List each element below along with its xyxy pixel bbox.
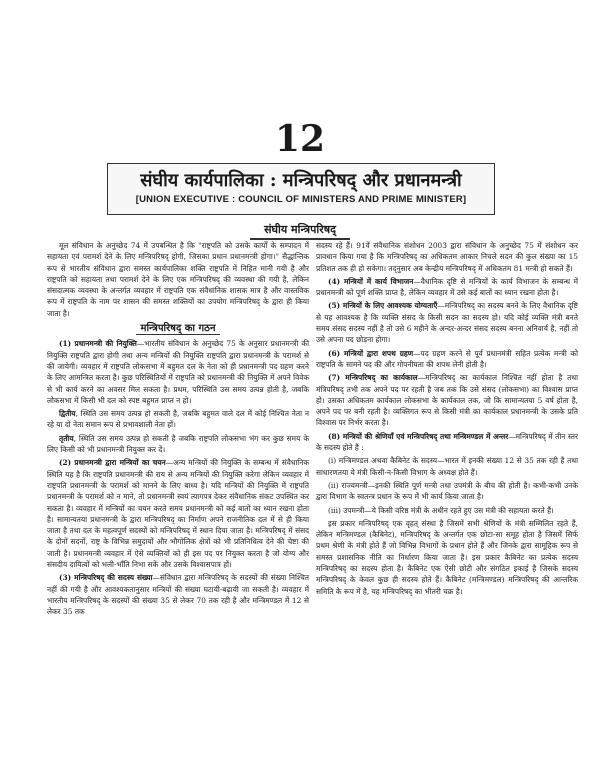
paragraph-2-label: (2) प्रधानमन्त्री द्वारा मन्त्रियों का चयन	[59, 458, 166, 468]
paragraph-2-text: —अन्य मन्त्रियों की नियुक्ति के सम्बन्ध में संवैधानिक स्थिति यह है कि राष्ट्रपति प्रधानमन्त्री की राय से अन्य मन्त्रियों की नियुक्ति करेगा लेकिन व्यवहार में राष्ट्रपति प्रधानमन्त्री के परामर्श को मानने के लिए बाध्य है। यदि मन्त्रियों की नियुक्ति में राष्ट्रपति प्रधानमन्त्री के परामर्श को न माने, तो प्रधानमन्त्री स्वयं त्यागपत्र देकर संवैधानिक संकट उपस्थित कर सकता है। व्यवहार में मन्त्रियों का चयन करते समय प्रधानमन्त्री को कई बातों का ध्यान रखना होता है। सामान्यतया प्रधानमन्त्री के द्वारा मन्त्रिपरिषद् का निर्माण अपने राजनीतिक दल में से ही किया जाता है तथा दल के महत्वपूर्ण सदस्यों को मन्त्रिपरिषद् में स्थान दिया जाता है। मन्त्रिपरिषद् में संसद के दोनों सदनों, राष्ट्र के विभिन्न समुदायों और भौगोलिक क्षेत्रों को भी प्रतिनिधित्व देने की चेष्टा की जाती है। प्रधानमन्त्री व्यवहार में ऐसे व्यक्तियों को ही इस पद पर नियुक्त करता है जो योग्य और संसदीय दायित्वों को भली-भाँति निभा सकें और उसके विश्वासपात्र हों।	[47, 458, 310, 570]
paragraph-1-label: (1) प्रधानमन्त्री की नियुक्ति	[59, 339, 137, 349]
intro-paragraph: मूल संविधान के अनुच्छेद 74 में उपबन्धित है कि "राष्ट्रपति को उसके कार्यों के सम्पादन में सहायता एवं परामर्श देने के लिए मन्त्रिपरिषद् होगी, जिसका प्रधान प्रधानमन्त्री होगा।" सैद्धान्तिक रूप से भारतीय संविधान द्वारा समस्त कार्यपालिका शक्ति राष्ट्रपति में निहित मानी गयी है और राष्ट्रपति को सहायता तथा परामर्श देने के लिए एक मन्त्रिपरिषद् की व्यवस्था की गयी है, लेकिन संसदात्मक व्यवस्था के अन्तर्गत व्यवहार में राष्ट्रपति एक संवैधानिक शासक मात्र है और वास्तविक रूप में राष्ट्रपति के नाम पर शासन की समस्त शक्तियों का उपयोग मन्त्रिपरिषद् के द्वारा ही किया जाता है।	[47, 241, 309, 318]
list-item-3: (iii) उपमन्त्री—ये किसी वरिष्ठ मंत्री के अधीन रहते हुए उस मंत्री की सहायता करते हैं।	[328, 505, 554, 515]
paragraph-8	[316, 431, 578, 454]
paragraph-5-text: —मन्त्रिपरिषद् का सदस्य बनने के लिए वैधानिक दृष्टि से यह आवश्यक है कि व्यक्ति संसद के किसी सदन का सदस्य हो। यदि कोई व्यक्ति मंत्री बनते समय संसद सदस्य नहीं है तो उसे 6 महीने के अन्दर-अन्दर संसद सदस्य बनना अनिवार्य है, नहीं तो उसे अपना पद छोड़ना होगा।	[316, 301, 578, 345]
paragraph-1c-text: , स्थिति उस समय उत्पन्न हो सकती है जबकि राष्ट्रपति लोकसभा भंग कर कुछ समय के लिए किसी को भी प्रधानमन्त्री नियुक्त कर दें।	[47, 433, 309, 455]
paragraph-5	[316, 300, 578, 345]
right-column	[316, 240, 578, 599]
paragraph-3	[47, 572, 309, 617]
subheading-text: मन्त्रिपरिषद् का गठन	[136, 323, 219, 335]
paragraph-1b	[47, 408, 309, 431]
chapter-title-box	[107, 163, 495, 215]
paragraph-4	[316, 276, 578, 299]
paragraph-2	[47, 457, 309, 570]
paragraph-5-label: (5) मन्त्रियों के लिए आवश्यक योग्यताएँ	[328, 301, 438, 311]
list-item-1: (i) मन्त्रिमण्डल अथवा कैबिनेट के सदस्य—भारत में इनकी संख्या 12 से 35 तक रही है तथा साधारणतया ये मंत्री किसी-न-किसी विभाग के अध्यक्ष होते हैं।	[316, 456, 578, 477]
paragraph-1b-text: , स्थिति उस समय उत्पन्न हो सकती है, जबकि बहुमत वाले दल में कोई निश्चित नेता न रहे या दो नेता समान रूप से प्रभावशाली नेता हों।	[47, 409, 309, 430]
paragraph-4-text: —वैधानिक दृष्टि से मन्त्रियों के कार्य विभाजन के सम्बन्ध में प्रधानमन्त्री को पूर्ण शक्ति प्राप्त है, लेकिन व्यवहार में उसे कई बातों का ध्यान रखना होता है।	[316, 276, 578, 298]
subheading	[47, 323, 309, 334]
paragraph-4-label: (4) मन्त्रियों में कार्य विभाजन	[328, 276, 414, 286]
paragraph-6	[316, 348, 578, 371]
left-column	[47, 240, 309, 620]
continued-paragraph: सदस्य रहे हैं। 91वें संवैधानिक संशोधन 2003 द्वारा संविधान के अनुच्छेद 75 में संशोधन कर प्रावधान किया गया है कि मन्त्रिपरिषद् का अधिकतम आकार निचले सदन की कुल संख्या का 15 प्रतिशत तक ही हो सकेगा। तद्नुसार अब केन्द्रीय मन्त्रिपरिषद् में अधिकतम 81 मन्त्री हो सकते हैं।	[316, 241, 578, 273]
paragraph-1c-label: तृतीय	[59, 433, 74, 443]
list-item-2: (ii) राज्यमन्त्री—इनकी स्थिति पूर्ण मन्त्री तथा उपमंत्री के बीच की होती है। कभी-कभी उनके द्वारा विभाग के स्वतन्त्र प्रधान के रूप में भी कार्य किया जाता है।	[316, 480, 578, 502]
paragraph-7-label: (7) मन्त्रिपरिषद् का कार्यकाल	[328, 373, 418, 383]
final-paragraph: इस प्रकार मन्त्रिपरिषद् एक वृहत् संस्था है जिसमें सभी श्रेणियों के मंत्री सम्मिलित रहते हैं, लेकिन मन्त्रिमण्डल (कैबिनेट), मन्त्रिपरिषद् के अन्तर्गत एक छोटा-सा समूह होता है जिसमें सिर्फ प्रथम श्रेणी के मंत्री होते हैं जो विभिन्न विभागों के प्रधान होते हैं और जिनके द्वारा सामूहिक रूप से समस्त प्रशासनिक नीति का निर्धारण किया जाता है। इस प्रकार कैबिनेट का प्रत्येक सदस्य मन्त्रिपरिषद् का सदस्य होता है। कैबिनेट एक ऐसी छोटी और संगठित इकाई है जिसके सदस्य मन्त्रिपरिषद् के केवल कुछ ही सदस्य होते हैं। कैबिनेट (मन्त्रिमण्डल) मन्त्रिपरिषद् की आन्तरिक समिति के रूप में है, यह मन्त्रिपरिषद् का भीतरी चक्र है।	[316, 518, 578, 596]
paragraph-8-label: (8) मन्त्रियों की श्रेणियाँ एवं मन्त्रिपरिषद् तथा मन्त्रिमण्डल में अन्तर	[328, 431, 509, 441]
paragraph-1	[47, 338, 309, 406]
paragraph-7-text: —मन्त्रिपरिषद् का कार्यकाल निश्चित नहीं होता है तथा मंत्रिपरिषद् तभी तक अपने पद पर रहती है जब तक कि उसे संसद (लोकसभा) का विश्वास प्राप्त हो। उसका अधिकतम कार्यकाल लोकसभा के कार्यकाल तक, जो कि सामान्यतया 5 वर्ष होता है, अपने पद पर बनी रहती है। व्यक्तिगत रूप से किसी मंत्री का कार्यकाल प्रधानमन्त्री के उसके प्रति विश्वास पर निर्भर करता है।	[316, 373, 578, 428]
paragraph-1c	[47, 433, 309, 456]
chapter-title-hindi: संघीय कार्यपालिका : मन्त्रिपरिषद् और प्रधानमन्त्री	[140, 170, 462, 191]
paragraph-6-label: (6) मन्त्रियों द्वारा शपथ ग्रहण	[328, 348, 414, 358]
chapter-title-english: [UNION EXECUTIVE : COUNCIL OF MINISTERS AND PRIME MINISTER]	[135, 194, 467, 205]
paragraph-6-text: —पद ग्रहण करने से पूर्व प्रधानमंत्री सहित प्रत्येक मन्त्री को राष्ट्रपति के सामने पद की और गोपनीयता की शपथ लेनी होती है।	[316, 348, 578, 369]
paragraph-1b-label: द्वितीय	[59, 409, 76, 419]
paragraph-3-text: —संविधान द्वारा मन्त्रिपरिषद् के सदस्यों की संख्या निश्चित नहीं की गयी है और आवश्यकतानुसार मन्त्रियों की संख्या घटायी-बढ़ायी जा सकती है। व्यवहार में भारतीय मन्त्रिपरिषद् के सदस्यों की संख्या 35 से लेकर 70 तक रही है और मन्त्रिमण्डल में 12 से लेकर 35 तक	[47, 573, 309, 617]
section-heading: संघीय मन्त्रिपरिषद्	[250, 222, 350, 240]
chapter-number: 12	[274, 118, 326, 160]
paragraph-1-text: —भारतीय संविधान के अनुच्छेद 75 के अनुसार प्रधानमन्त्री की नियुक्ति राष्ट्रपति द्वारा होगी तथा अन्य मन्त्रियों की नियुक्ति राष्ट्रपति द्वारा प्रधानमन्त्री के परामर्श से की जायेगी। व्यवहार में राष्ट्रपति लोकसभा में बहुमत दल के नेता को ही प्रधानमन्त्री पद ग्रहण करने के लिए आमन्त्रित करता है। कुछ परिस्थितियों में राष्ट्रपति को प्रधानमन्त्री की नियुक्ति में अपने विवेक से भी कार्य करने का अवसर मिल सकता है। प्रथम, परिस्थिति उस समय उत्पन्न होती है, जबकि लोकसभा में किसी भी दल को स्पष्ट बहुमत प्राप्त न हो।	[47, 339, 310, 405]
paragraph-7	[316, 372, 578, 428]
paragraph-3-label: (3) मन्त्रिपरिषद् की सदस्य संख्या	[59, 573, 153, 583]
paragraph-8-text: —मन्त्रिपरिषद् में तीन स्तर के सदस्य होते हैं :	[316, 431, 578, 453]
